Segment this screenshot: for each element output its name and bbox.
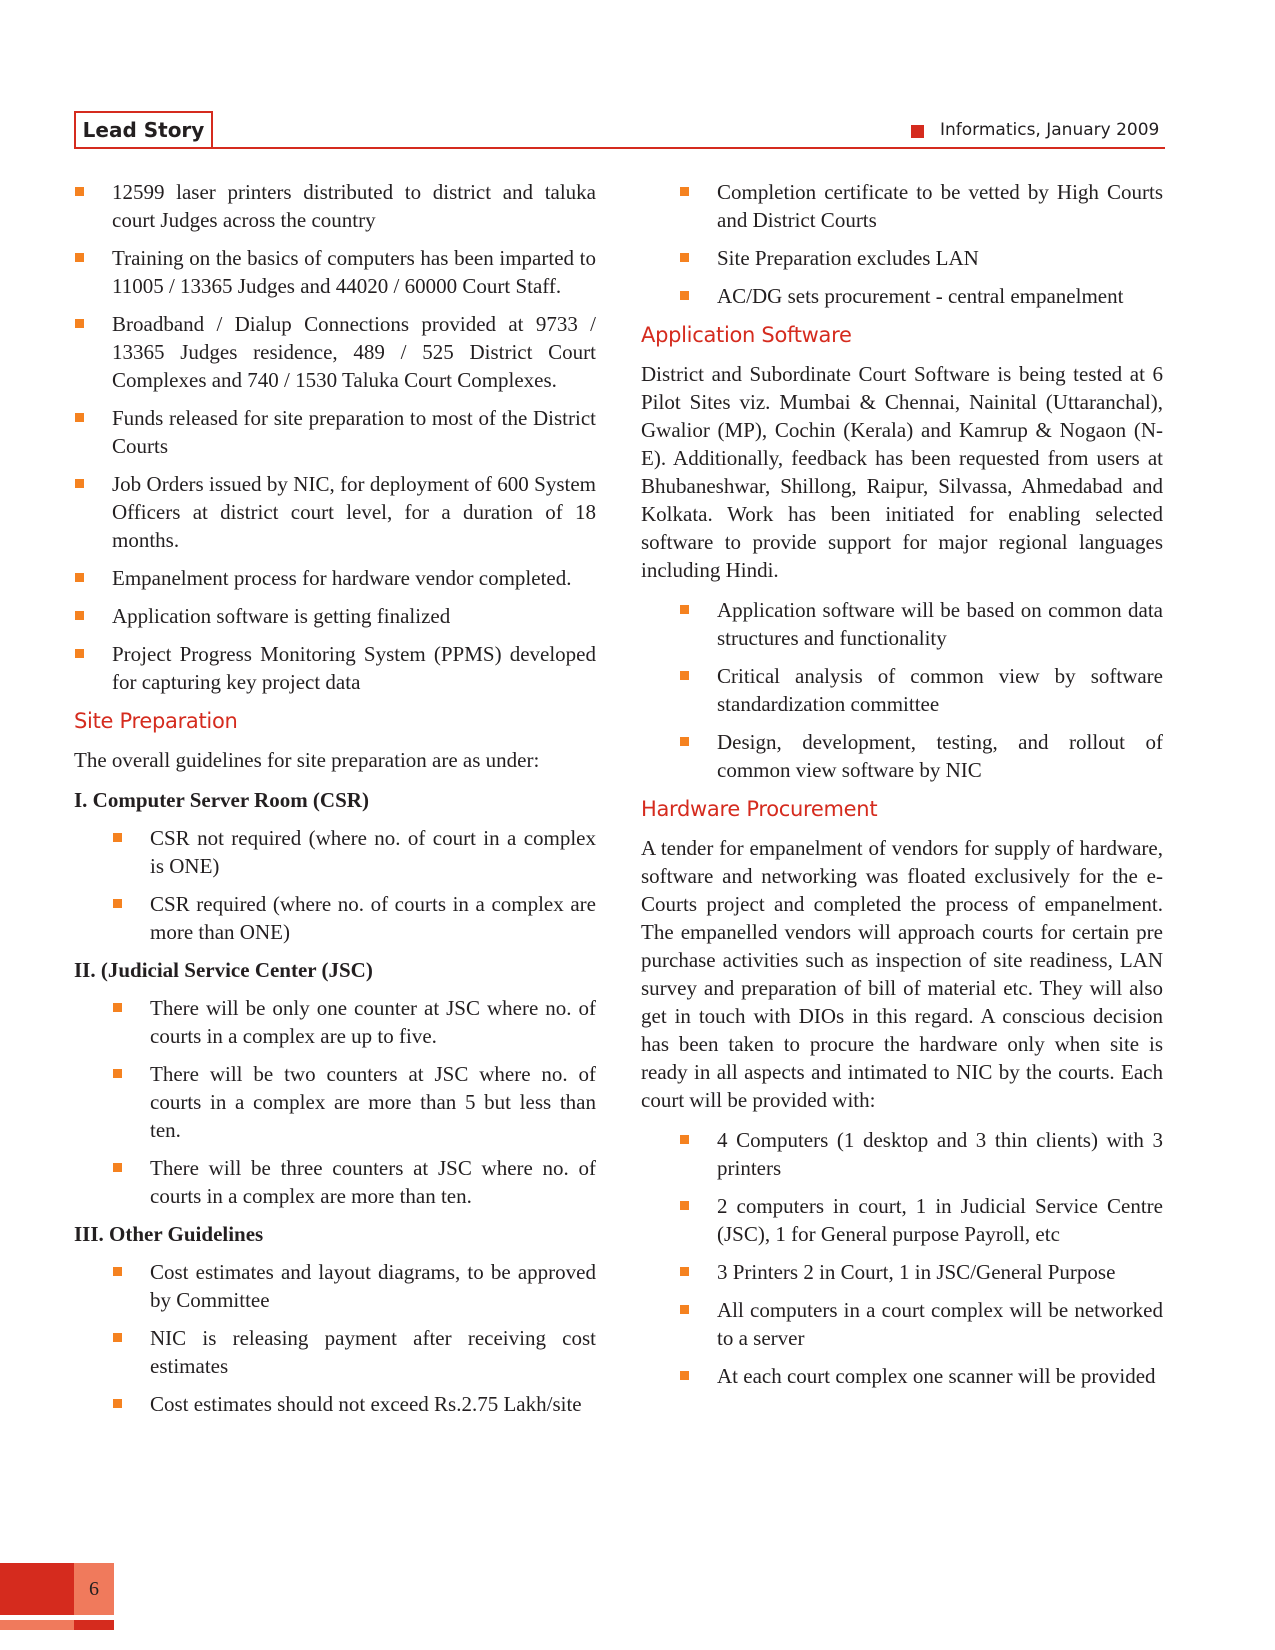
jsc-list <box>74 994 596 1210</box>
list-item: Job Orders issued by NIC, for deployment of 600 System Officers at district court level, for a duration of 18 months. <box>74 470 596 554</box>
site-preparation-heading: Site Preparation <box>74 709 238 733</box>
list-item: NIC is releasing payment after receiving cost estimates <box>112 1324 596 1380</box>
list-item: Project Progress Monitoring System (PPMS) developed for capturing key project data <box>74 640 596 696</box>
list-item: Training on the basics of computers has been imparted to 11005 / 13365 Judges and 44020 / 60000 Court Staff. <box>74 244 596 300</box>
list-item: 3 Printers 2 in Court, 1 in JSC/General Purpose <box>679 1258 1163 1286</box>
application-software-list <box>641 596 1163 784</box>
left-column <box>74 178 596 1428</box>
list-item: All computers in a court complex will be networked to a server <box>679 1296 1163 1352</box>
footer-strip <box>74 1620 114 1630</box>
section-tag: Lead Story <box>74 111 213 149</box>
application-software-heading: Application Software <box>641 323 852 347</box>
list-item: Cost estimates should not exceed Rs.2.75 Lakh/site <box>112 1390 596 1418</box>
list-item: 4 Computers (1 desktop and 3 thin clients) with 3 printers <box>679 1126 1163 1182</box>
list-item: Application software is getting finalized <box>74 602 596 630</box>
header-rule <box>213 147 1165 149</box>
list-item: There will be two counters at JSC where no. of courts in a complex are more than 5 but less than ten. <box>112 1060 596 1144</box>
list-item: CSR required (where no. of courts in a complex are more than ONE) <box>112 890 596 946</box>
hardware-procurement-heading: Hardware Procurement <box>641 797 878 821</box>
achievements-list <box>74 178 596 696</box>
page-number: 6 <box>74 1563 114 1615</box>
list-item: Funds released for site preparation to most of the District Courts <box>74 404 596 460</box>
list-item: CSR not required (where no. of court in a complex is ONE) <box>112 824 596 880</box>
list-item: AC/DG sets procurement - central empanelment <box>679 282 1163 310</box>
footer-strip <box>0 1620 74 1630</box>
list-item: Critical analysis of common view by software standardization committee <box>679 662 1163 718</box>
csr-list <box>74 824 596 946</box>
list-item: Cost estimates and layout diagrams, to be approved by Committee <box>112 1258 596 1314</box>
list-item: Broadband / Dialup Connections provided at 9733 / 13365 Judges residence, 489 / 525 District Court Complexes and 740 / 1530 Taluka Court Complexes. <box>74 310 596 394</box>
list-item: Site Preparation excludes LAN <box>679 244 1163 272</box>
right-column <box>641 178 1163 1400</box>
hardware-procurement-list <box>641 1126 1163 1390</box>
list-item: 12599 laser printers distributed to district and taluka court Judges across the country <box>74 178 596 234</box>
list-item: At each court complex one scanner will be provided <box>679 1362 1163 1390</box>
header-square-marker <box>911 125 924 138</box>
footer-corner-block <box>0 1563 74 1615</box>
other-guidelines-list <box>74 1258 596 1418</box>
csr-heading: I. Computer Server Room (CSR) <box>74 788 369 812</box>
list-item: There will be three counters at JSC where no. of courts in a complex are more than ten. <box>112 1154 596 1210</box>
site-preparation-intro: The overall guidelines for site preparation are as under: <box>74 748 540 772</box>
list-item: There will be only one counter at JSC where no. of courts in a complex are up to five. <box>112 994 596 1050</box>
other-guidelines-continued-list <box>641 178 1163 310</box>
list-item: Application software will be based on common data structures and functionality <box>679 596 1163 652</box>
issue-label: Informatics, January 2009 <box>940 120 1160 140</box>
list-item: Design, development, testing, and rollout of common view software by NIC <box>679 728 1163 784</box>
list-item: Empanelment process for hardware vendor completed. <box>74 564 596 592</box>
list-item: 2 computers in court, 1 in Judicial Service Centre (JSC), 1 for General purpose Payroll, etc <box>679 1192 1163 1248</box>
application-software-paragraph: District and Subordinate Court Software is being tested at 6 Pilot Sites viz. Mumbai & Chennai, Nainital (Uttaranchal), Gwalior (MP), Cochin (Kerala) and Kamrup & Nogaon (N-E). Additionally, feedback has been requested from users at Bhubaneshwar, Shillong, Raipur, Silvassa, Ahmedabad and Kolkata. Work has been initiated for enabling selected software to provide support for major regional languages including Hindi. <box>641 362 1163 582</box>
jsc-heading: II. (Judicial Service Center (JSC) <box>74 958 373 982</box>
hardware-procurement-paragraph: A tender for empanelment of vendors for supply of hardware, software and networking was floated exclusively for the e-Courts project and completed the process of empanelment. The empanelled vendors will approach courts for certain pre purchase activities such as inspection of site readiness, LAN survey and preparation of bill of material etc. They will also get in touch with DIOs in this regard. A conscious decision has been taken to procure the hardware only when site is ready in all aspects and intimated to NIC by the courts. Each court will be provided with: <box>641 836 1163 1112</box>
other-guidelines-heading: III. Other Guidelines <box>74 1222 264 1246</box>
list-item: Completion certificate to be vetted by High Courts and District Courts <box>679 178 1163 234</box>
